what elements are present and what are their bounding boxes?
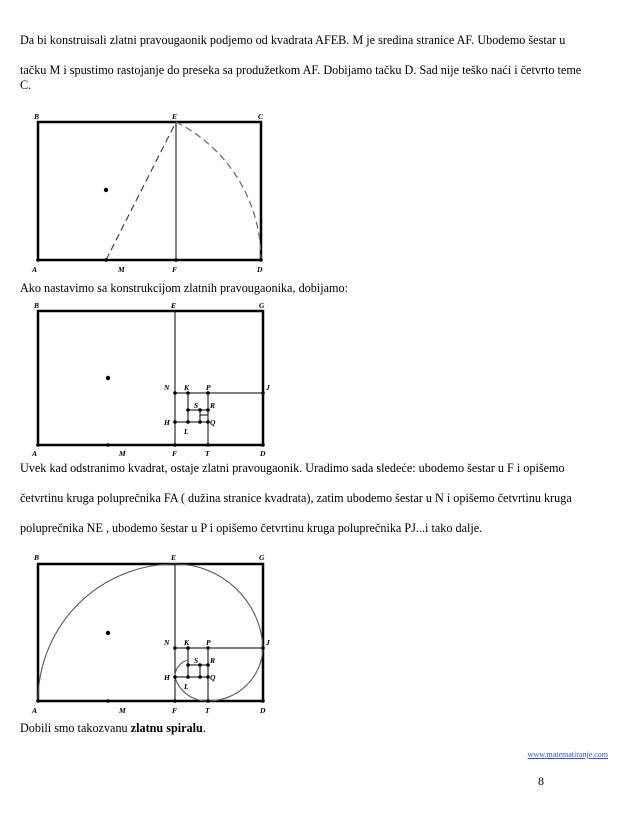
label-l: L xyxy=(184,427,189,436)
label-t: T xyxy=(205,449,210,458)
label-j: J xyxy=(266,638,270,647)
paragraph-4-prefix: Dobili smo takozvanu xyxy=(20,721,131,735)
label-h: H xyxy=(164,418,170,427)
figure-nested-golden-rectangles xyxy=(20,298,280,458)
figure-golden-spiral xyxy=(20,548,280,718)
label-b: B xyxy=(34,301,40,310)
label-q: Q xyxy=(210,418,216,427)
label-a: A xyxy=(32,449,38,458)
label-s: S xyxy=(194,401,199,410)
label-m: M xyxy=(119,449,126,458)
paragraph-1-line-3: C. xyxy=(20,78,32,92)
label-e: E xyxy=(171,553,177,562)
label-f: F xyxy=(172,265,178,274)
label-f: F xyxy=(172,449,178,458)
label-f: F xyxy=(172,706,178,715)
label-t: T xyxy=(205,706,210,715)
label-b: B xyxy=(34,553,40,562)
label-e: E xyxy=(171,301,177,310)
paragraph-2: Ako nastavimo sa konstrukcijom zlatnih pravougaonika, dobijamo: xyxy=(20,281,348,295)
label-r: R xyxy=(210,401,216,410)
label-q: Q xyxy=(210,673,216,682)
label-r: R xyxy=(210,656,216,665)
label-g: G xyxy=(259,553,265,562)
paragraph-1-line-1: Da bi konstruisali zlatni pravougaonik podjemo od kvadrata AFEB. M je sredina stranice AF. Ubodemo šestar u xyxy=(20,33,566,47)
paragraph-3-line-3: poluprečnika NE , ubodemo šestar u P i opišemo četvrtinu kruga poluprečnika PJ...i tako dalje. xyxy=(20,521,483,535)
paragraph-4-suffix: . xyxy=(202,721,206,735)
label-a: A xyxy=(32,265,38,274)
label-g: G xyxy=(259,301,265,310)
label-m: M xyxy=(118,265,125,274)
label-a: A xyxy=(32,706,38,715)
paragraph-4 xyxy=(20,721,206,736)
label-k: K xyxy=(184,638,190,647)
label-e: E xyxy=(172,112,178,121)
label-d: D xyxy=(260,706,266,715)
label-b: B xyxy=(34,112,40,121)
label-p: P xyxy=(206,638,211,647)
paragraph-1-line-2: tačku M i spustimo rastojanje do preseka sa produžetkom AF. Dobijamo tačku D. Sad nije teško naći i četvrto teme xyxy=(20,63,582,77)
label-d: D xyxy=(260,449,266,458)
label-l: L xyxy=(184,682,189,691)
label-m: M xyxy=(119,706,126,715)
label-c: C xyxy=(258,112,264,121)
page-number: 8 xyxy=(538,774,544,788)
golden-spiral-term: zlatnu spiralu xyxy=(130,721,203,735)
label-h: H xyxy=(164,673,170,682)
label-d: D xyxy=(257,265,263,274)
figure-golden-rectangle-construction xyxy=(20,105,280,277)
label-k: K xyxy=(184,383,190,392)
label-n: N xyxy=(164,383,170,392)
footer-website-link[interactable]: www.matematiranje.com xyxy=(527,750,608,759)
label-p: P xyxy=(206,383,211,392)
label-s: S xyxy=(194,656,199,665)
label-n: N xyxy=(164,638,170,647)
paragraph-3-line-1: Uvek kad odstranimo kvadrat, ostaje zlatni pravougaonik. Uradimo sada sledeće: ubodemo šestar u F i opišemo xyxy=(20,461,565,475)
label-j: J xyxy=(266,383,270,392)
paragraph-3-line-2: četvrtinu kruga poluprečnika FA ( dužina stranice kvadrata), zatim ubodemo šestar u N i opišemo četvrtinu kruga xyxy=(20,491,572,505)
